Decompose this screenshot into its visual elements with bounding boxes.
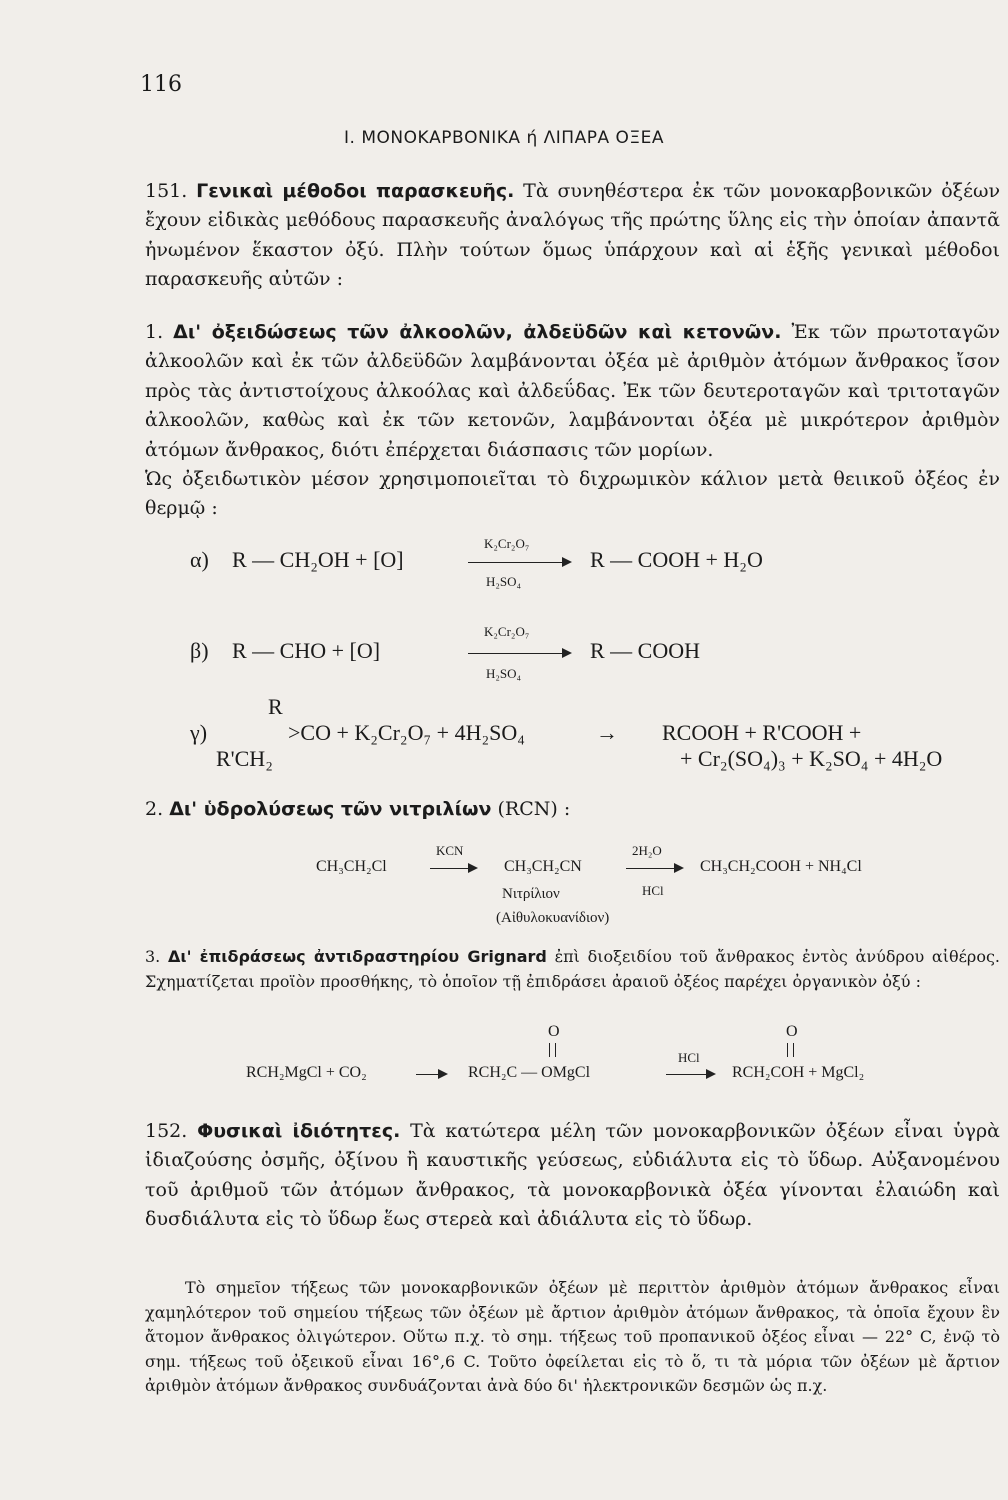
method-1-title: Δι' ὀξειδώσεως τῶν ἀλκοολῶν, ἀλδεϋδῶν καὶ κετονῶν. [173,321,782,343]
eq-b-arrow [468,653,570,654]
method-1 [145,318,1000,465]
method-2 [145,795,1000,824]
eq-a-products: R — COOH + H₂O [590,547,763,572]
eq-a-catalyst: H₂SO₄ [486,574,522,589]
eq-2-arrow-2 [626,868,682,869]
eq-3-reactants: RCH₂MgCl + CO₂ [246,1064,367,1081]
eq-3-double-bond-1 [549,1043,556,1057]
eq-2-reagent-1: KCN [436,843,464,858]
eq-2-arrow-1 [430,868,476,869]
section-151-title: Γενικαὶ μέθοδοι παρασκευῆς. [196,180,515,202]
eq-c-products-2: + Cr₂(SO₄)₃ + K₂SO₄ + 4H₂O [680,746,943,771]
section-151-text: Τὰ συνηθέστερα ἐκ τῶν μονοκαρβονικῶν ὀξέων ἔχουν εἰδικὰς μεθόδους παρασκευῆς ἀναλόγως τῆς πρώτης ὕλης εἰς τὴν ὁποίαν ἀπαντᾶ ἡνωμένον ἕκαστον ὀξύ. Πλὴν τούτων ὅμως ὑπάρχουν καὶ αἱ ἑξῆς γενικαὶ μέθοδοι παρασκευῆς αὐτῶν : [145,180,1000,291]
eq-b-label: β) [190,638,209,663]
eq-3-arrow-1 [416,1074,446,1075]
section-151-number: 151. [145,180,188,202]
eq-a-arrow [468,562,570,563]
eq-2-reactant: CH₃CH₂Cl [316,858,387,875]
eq-3-arrow-2 [666,1074,714,1075]
method-1-oxidant: Ὡς ὀξειδωτικὸν μέσον χρησιμοποιεῖται τὸ διχρωμικὸν κάλιον μετὰ θειικοῦ ὀξέος ἐν θερμῷ : [145,468,1000,520]
eq-2-products: CH₃CH₂COOH + NH₄Cl [700,858,862,875]
chapter-heading: I. ΜΟΝΟΚΑΡΒΟΝΙΚΑ ή ΛΙΠΑΡΑ ΟΞΕΑ [344,128,664,148]
page-number: 116 [140,72,182,97]
section-152 [145,1117,1000,1235]
eq-c-arrow: → [596,720,618,745]
eq-3-oxygen-2: O [786,1023,798,1040]
eq-a-label: α) [190,547,209,572]
method-2-number: 2. [145,798,164,820]
eq-3-reagent: HCl [678,1050,700,1065]
eq-2-nitrile-name: (Αἰθυλοκυανίδιον) [496,910,610,926]
eq-3-double-bond-2 [787,1043,794,1057]
eq-b-reactants: R — CHO + [O] [232,638,381,663]
section-152-number: 152. [145,1120,188,1142]
method-1-number: 1. [145,321,164,343]
method-3 [145,945,1000,994]
eq-2-catalyst: HCl [642,883,664,898]
method-3-number: 3. [145,947,161,966]
eq-c-products-1: RCOOH + R'COOH + [662,720,862,745]
section-152-title: Φυσικαὶ ἰδιότητες. [197,1120,401,1142]
eq-c-label: γ) [190,720,208,745]
eq-a-reactants: R — CH₂OH + [O] [232,547,404,572]
method-3-text: ἐπὶ διοξειδίου τοῦ ἄνθρακος ἐντὸς ἀνύδρου αἰθέρος. Σχηματίζεται προϊὸν προσθήκης, τὸ ὁποῖον τῇ ἐπιδράσει ἀραιοῦ ὀξέος παρέχει ὀργανικὸν ὀξύ : [145,947,1001,991]
eq-2-nitrile-label: Νιτρίλιον [502,886,560,902]
eq-3-oxygen-1: O [548,1023,560,1040]
eq-a-reagent: K₂Cr₂O₇ [484,536,530,551]
note-paragraph: Τὸ σημεῖον τήξεως τῶν μονοκαρβονικῶν ὀξέων μὲ περιττὸν ἀριθμὸν ἀτόμων ἄνθρακος εἶναι χαμηλότερον τοῦ σημείου τήξεως τῶν ὀξέων μὲ ἄρτιον ἀριθμὸν ἀτόμων ἄνθρακος, τὰ ὁποῖα ἔχουν ἓν ἄτομον ἄνθρακος ὀλιγώτερον. Οὕτω π.χ. τὸ σημ. τήξεως τοῦ προπανικοῦ ὀξέος εἶναι — 22° C, ἐνῷ τὸ σημ. τήξεως τοῦ ὀξεικοῦ εἶναι 16°,6 C. Τοῦτο ὀφείλεται εἰς τὸ ὅ, τι τὰ μόρια τῶν ὀξέων μὲ ἄρτιον ἀριθμὸν ἀτόμων ἄνθρακος συνδυάζονται ἀνὰ δύο δι' ἠλεκτρονικῶν δεσμῶν ὡς π.χ. [145,1278,1000,1395]
eq-c-r-bottom: R'CH₂ [216,746,273,771]
method-2-suffix: (RCN) : [497,798,571,820]
eq-b-products: R — COOH [590,638,701,663]
eq-c-reactants: >CO + K₂Cr₂O₇ + 4H₂SO₄ [288,720,525,745]
eq-3-intermediate: RCH₂C — OMgCl [468,1064,591,1081]
eq-b-reagent: K₂Cr₂O₇ [484,624,530,639]
eq-b-catalyst: H₂SO₄ [486,666,522,681]
eq-2-reagent-2: 2H₂O [632,843,662,858]
section-152-text: Τὰ κατώτερα μέλη τῶν μονοκαρβονικῶν ὀξέων εἶναι ὑγρὰ ἰδιαζούσης ὀσμῆς, ὀξίνου ἢ καυστικῆς γεύσεως, εὐδιάλυτα εἰς τὸ ὕδωρ. Αὐξανομένου τοῦ ἀριθμοῦ τῶν ἀτόμων ἄνθρακος, τὰ μονοκαρβονικὰ ὀξέα γίνονται ἐλαιώδη καὶ δυσδιάλυτα εἰς τὸ ὕδωρ ἕως στερεὰ καὶ ἀδιάλυτα εἰς τὸ ὕδωρ. [145,1120,1000,1231]
method-1-text: Ἐκ τῶν πρωτοταγῶν ἀλκοολῶν καὶ ἐκ τῶν ἀλδεϋδῶν λαμβάνονται ὀξέα μὲ ἀριθμὸν ἀτόμων ἄνθρακος ἴσον πρὸς τὰς ἀντιστοίχους ἀλκοόλας καὶ ἀλδεΰδας. Ἐκ τῶν δευτεροταγῶν καὶ τριτοταγῶν ἀλκοολῶν, καθὼς καὶ ἐκ τῶν κετονῶν, λαμβάνονται ὀξέα μὲ μικρότερον ἀριθμὸν ἀτόμων ἄνθρακος, διότι ἐπέρχεται διάσπασις τῶν μορίων. [145,321,1001,461]
eq-3-products: RCH₂COH + MgCl₂ [732,1064,865,1081]
method-2-title: Δι' ὑδρολύσεως τῶν νιτριλίων [169,798,492,820]
eq-2-nitrile: CH₃CH₂CN [504,858,582,875]
eq-c-r-top: R [268,694,283,719]
method-3-title: Δι' ἐπιδράσεως ἀντιδραστηρίου Grignard [167,947,547,966]
section-151 [145,177,1000,295]
